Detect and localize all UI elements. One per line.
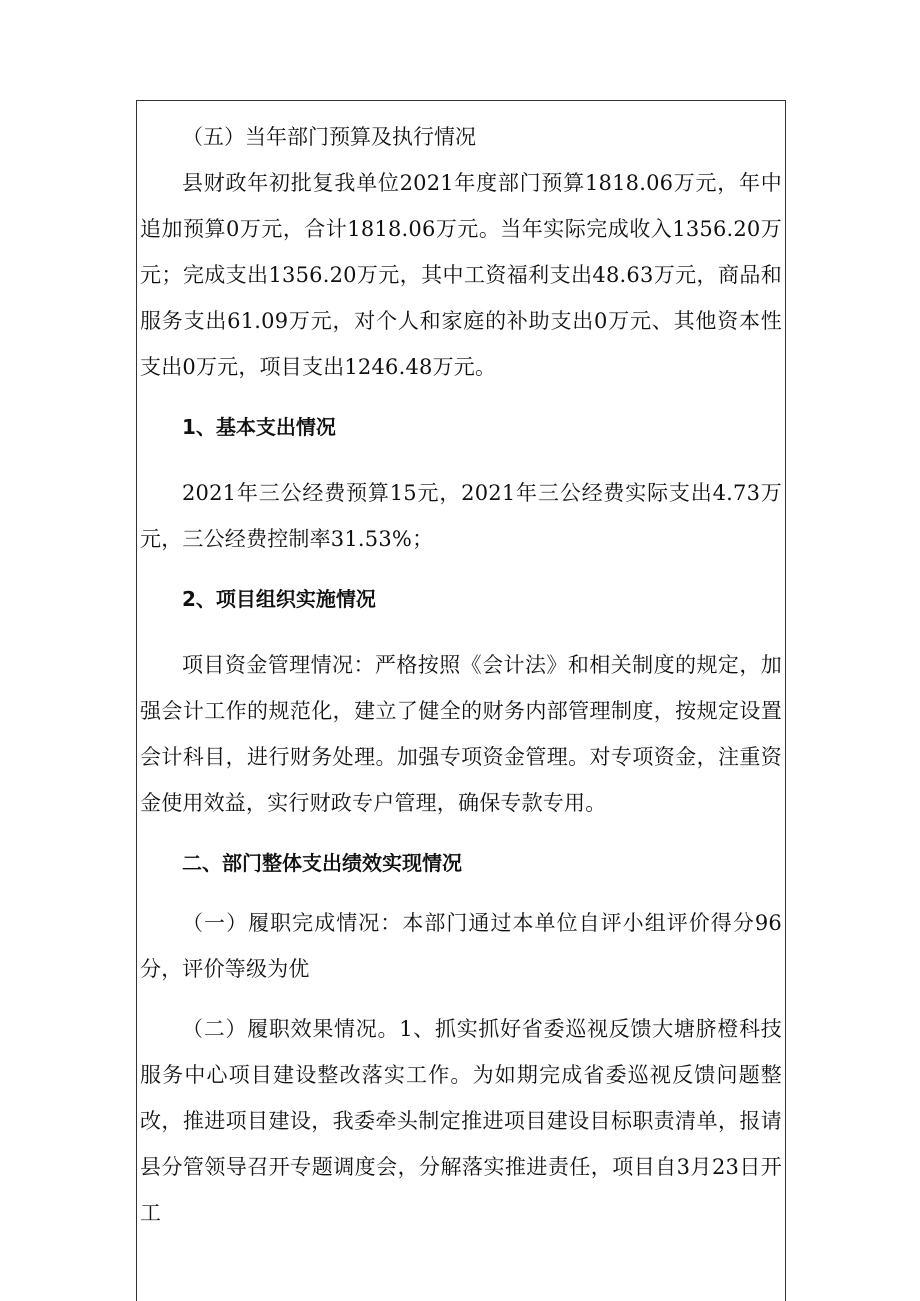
basic-expense-paragraph: 2021年三公经费预算15元，2021年三公经费实际支出4.73万元，三公经费控制率31.53%； [140, 481, 782, 551]
duty-completion-paragraph: （一）履职完成情况：本部门通过本单位自评小组评价得分96分，评价等级为优 [140, 911, 782, 981]
basic-expense-heading: 1、基本支出情况 [182, 415, 336, 439]
document-body [140, 114, 782, 1236]
duty-effect-paragraph: （二）履职效果情况。1、抓实抓好省委巡视反馈大塘脐橙科技服务中心项目建设整改落实工作。为如期完成省委巡视反馈问题整改，推进项目建设，我委牵头制定推进项目建设目标职责清单，报请县分管领导召开专题调度会，分解落实推进责任，项目自3月23日开工 [140, 1017, 782, 1225]
project-impl-paragraph: 项目资金管理情况：严格按照《会计法》和相关制度的规定，加强会计工作的规范化，建立了健全的财务内部管理制度，按规定设置会计科目，进行财务处理。加强专项资金管理。对专项资金，注重资金使用效益，实行财政专户管理，确保专款专用。 [140, 653, 782, 815]
section-five-heading: （五）当年部门预算及执行情况 [182, 125, 476, 149]
section-five-paragraph: 县财政年初批复我单位2021年度部门预算1818.06万元，年中追加预算0万元，合计1818.06万元。当年实际完成收入1356.20万元；完成支出1356.20万元，其中工资福利支出48.63万元，商品和服务支出61.09万元，对个人和家庭的补助支出0万元、其他资本性支出0万元，项目支出1246.48万元。 [140, 171, 782, 379]
project-impl-heading: 2、项目组织实施情况 [182, 587, 376, 611]
section-two-heading: 二、部门整体支出绩效实现情况 [182, 851, 462, 875]
